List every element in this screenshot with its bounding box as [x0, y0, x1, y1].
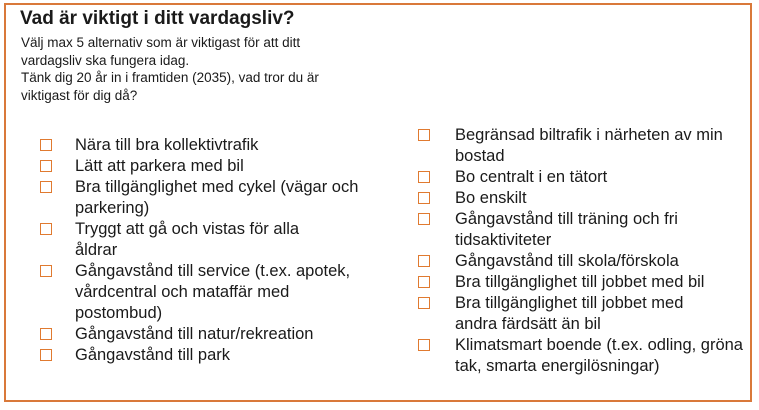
checkbox[interactable]: [40, 181, 52, 193]
survey-instructions: [21, 34, 381, 104]
checkbox[interactable]: [40, 160, 52, 172]
option-label: Bo centralt i en tätort: [455, 168, 608, 186]
checkbox[interactable]: [418, 129, 430, 141]
option-skola[interactable]: [418, 251, 754, 272]
option-label: Bo enskilt: [455, 189, 527, 207]
option-label: Bra tillgänglighet med cykel (vägar och parkering): [75, 178, 359, 217]
checkbox[interactable]: [418, 297, 430, 309]
checkbox[interactable]: [40, 349, 52, 361]
option-label: Gångavstånd till service (t.ex. apotek, vårdcentral och mataffär med postombud): [75, 262, 351, 322]
checkbox[interactable]: [418, 192, 430, 204]
checkbox[interactable]: [418, 339, 430, 351]
instruction-line: viktigast för dig då?: [21, 87, 138, 103]
option-label: Klimatsmart boende (t.ex. odling, gröna tak, smarta energilösningar): [455, 336, 743, 375]
option-label: Nära till bra kollektivtrafik: [75, 136, 259, 154]
option-label: Begränsad biltrafik i närheten av min bostad: [455, 126, 723, 165]
option-cykel[interactable]: [40, 177, 370, 219]
option-jobb-annat[interactable]: [418, 293, 754, 335]
option-label: Lätt att parkera med bil: [75, 157, 244, 175]
checkbox[interactable]: [418, 213, 430, 225]
instruction-line: vardagsliv ska fungera idag.: [21, 52, 190, 68]
option-label: Gångavstånd till park: [75, 346, 231, 364]
option-kollektivtrafik[interactable]: [40, 135, 370, 156]
options-left-column: [40, 135, 390, 366]
checkbox[interactable]: [418, 255, 430, 267]
option-klimatsmart[interactable]: [418, 335, 754, 377]
option-tryggt[interactable]: [40, 219, 370, 261]
option-begransad-biltrafik[interactable]: [418, 125, 754, 167]
checkbox[interactable]: [40, 328, 52, 340]
option-natur[interactable]: [40, 324, 370, 345]
survey-title: Vad är viktigt i ditt vardagsliv?: [20, 8, 295, 29]
option-label: Tryggt att gå och vistas för alla åldrar: [75, 220, 300, 259]
checkbox[interactable]: [40, 223, 52, 235]
option-centralt[interactable]: [418, 167, 754, 188]
option-label: Bra tillgänglighet till jobbet med andra färdsätt än bil: [455, 294, 684, 333]
option-enskilt[interactable]: [418, 188, 754, 209]
option-parkera-bil[interactable]: [40, 156, 370, 177]
instruction-line: Välj max 5 alternativ som är viktigast för att ditt: [21, 35, 301, 50]
option-service[interactable]: [40, 261, 370, 324]
checkbox[interactable]: [40, 265, 52, 277]
option-jobb-bil[interactable]: [418, 272, 754, 293]
checkbox[interactable]: [418, 276, 430, 288]
option-label: Bra tillgänglighet till jobbet med bil: [455, 273, 705, 291]
checkbox[interactable]: [418, 171, 430, 183]
checkbox[interactable]: [40, 139, 52, 151]
instruction-line: Tänk dig 20 år in i framtiden (2035), vad tror du är: [21, 70, 319, 85]
option-park[interactable]: [40, 345, 370, 366]
option-traning[interactable]: [418, 209, 754, 251]
option-label: Gångavstånd till träning och fri tidsaktiviteter: [455, 210, 678, 249]
option-label: Gångavstånd till skola/förskola: [455, 252, 679, 270]
option-label: Gångavstånd till natur/rekreation: [75, 325, 314, 343]
options-right-column: [418, 125, 754, 377]
